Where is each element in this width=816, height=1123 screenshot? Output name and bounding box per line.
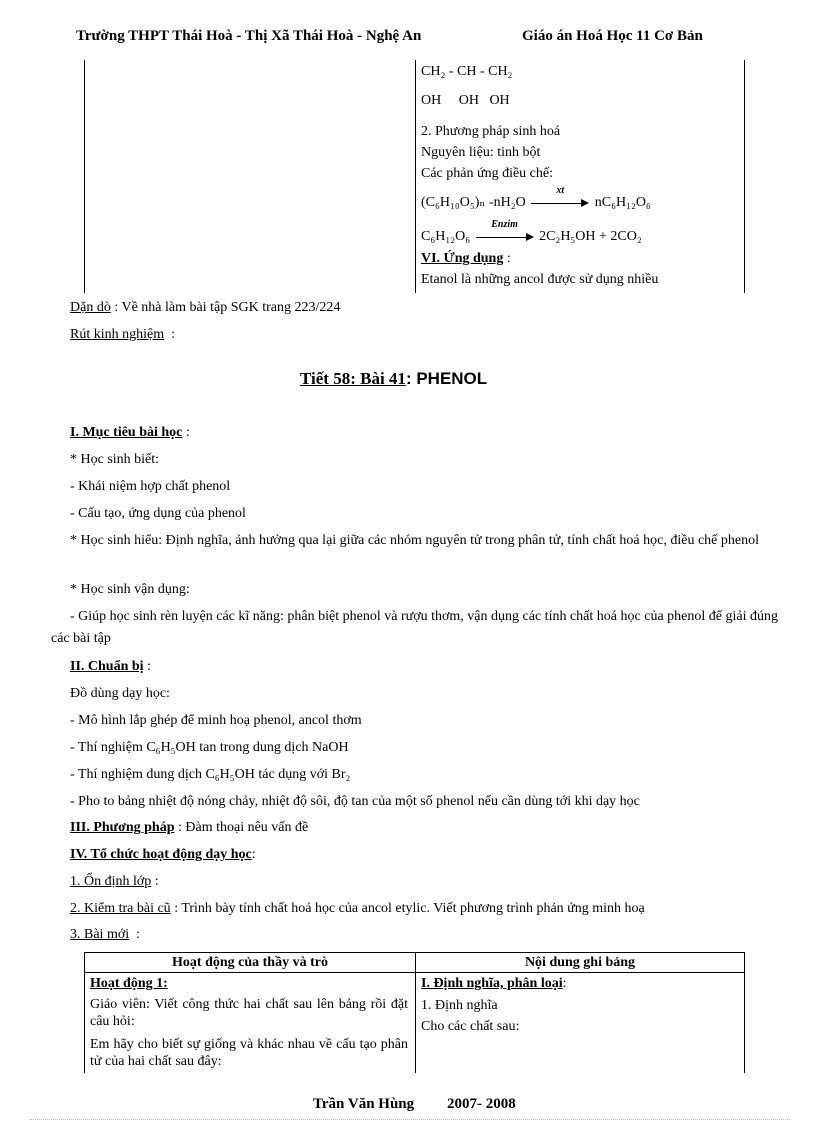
- section-3-text: : Đàm thoại nêu vấn đề: [174, 820, 309, 835]
- content-section-1-title: I. Định nghĩa, phân loại: [421, 976, 563, 991]
- lesson-table-right-border: [744, 952, 745, 1073]
- reaction-2-left: C₆H₁₂O₆: [421, 229, 471, 244]
- step-1-title: 1. Ổn định lớp: [70, 874, 152, 889]
- reaction-arrow-icon: [531, 184, 589, 209]
- table-header-teacher-activity: Hoạt động của thầy và trò: [172, 955, 328, 970]
- section-1-heading: I. Mục tiêu bài học :: [70, 425, 190, 440]
- header-school: Trường THPT Thái Hoà - Thị Xã Thái Hoà - Nghệ An: [76, 28, 422, 44]
- method-2-title: 2. Phương pháp sinh hoá: [421, 124, 561, 139]
- reaction-1-condition: xt: [556, 184, 565, 196]
- section-4-title: IV. Tổ chức hoạt động dạy học: [70, 847, 252, 862]
- header-subject: Giáo án Hoá Học 11 Cơ Bản: [522, 28, 703, 44]
- material-line: Nguyên liệu: tinh bột: [421, 145, 541, 160]
- prep-item-1: - Mô hình lắp ghép để minh hoạ phenol, ancol thơm: [70, 713, 362, 728]
- objective-know: * Học sinh biết:: [70, 452, 160, 467]
- objective-apply-1: - Giúp học sinh rèn luyện các kĩ năng: phân biệt phenol và rượu thơm, vận dụng các tính chất hoá học của phenol để giải đúng các bài tập: [51, 609, 778, 646]
- section-2-heading: II. Chuẩn bị :: [70, 659, 151, 674]
- footer-author: Trần Văn Hùng: [313, 1096, 415, 1112]
- homework-line: Dặn dò : Về nhà làm bài tập SGK trang 223/224: [70, 300, 341, 315]
- reaction-1-right: nC₆H₁₂O₆: [594, 195, 651, 210]
- experience-label: Rút kinh nghiệm: [70, 327, 165, 342]
- objective-understand: * Học sinh hiểu: Định nghĩa, ảnh hưởng qua lại giữa các nhóm nguyên tử trong phân tử, tính chất hoá học, điều chế phenol: [70, 533, 759, 548]
- glycerol-formula-top: CH₂ - CH - CH₂: [421, 64, 513, 79]
- prev-table-right-border: [744, 60, 745, 293]
- prep-item-4: - Pho to bảng nhiệt độ nóng chảy, nhiệt độ sôi, độ tan của một số phenol nếu cần dùng tới khi dạy học: [70, 794, 640, 809]
- prev-table-divider: [415, 60, 416, 293]
- section-4-heading: IV. Tổ chức hoạt động dạy học:: [70, 847, 256, 862]
- activity-1-question: Em hãy cho biết sự giống và khác nhau về cấu tạo phân tử của hai chất sau đây:: [90, 1037, 408, 1069]
- section-1-title: I. Mục tiêu bài học: [70, 425, 183, 440]
- section-3-title: III. Phương pháp: [70, 820, 175, 835]
- content-definition: 1. Định nghĩa: [421, 998, 498, 1013]
- table-header-board-content: Nội dung ghi bảng: [524, 955, 636, 970]
- lesson-title-name: : PHENOL: [405, 369, 488, 388]
- glycerol-formula-bottom: OH OH OH: [421, 93, 510, 108]
- section-6-heading: VI. Ứng dụng :: [421, 251, 511, 266]
- reactions-label: Các phản ứng điều chế:: [421, 166, 553, 181]
- step-2-text: : Trình bày tính chất hoá học của ancol etylic. Viết phương trình phản ứng minh hoạ: [170, 901, 645, 916]
- step-2-title: 2. Kiểm tra bài cũ: [70, 901, 171, 916]
- step-3-heading: 3. Bài mới :: [70, 927, 141, 942]
- footer-year: 2007- 2008: [447, 1096, 516, 1112]
- footer-divider: [30, 1119, 790, 1120]
- uses-line: Etanol là những ancol được sử dụng nhiều: [421, 272, 659, 287]
- homework-label: Dặn dò: [70, 300, 111, 315]
- activity-1-title: Hoạt động 1:: [90, 976, 168, 991]
- reaction-1-left: (C₆H₁₀O₅)ₙ -nH₂O: [421, 195, 526, 210]
- section-6-title: VI. Ứng dụng: [421, 251, 504, 266]
- reaction-2: [421, 218, 642, 245]
- reaction-arrow-icon: [476, 218, 534, 243]
- section-3-heading: [70, 820, 308, 836]
- content-given-substances: Cho các chất sau:: [421, 1019, 520, 1034]
- prep-item-3: - Thí nghiệm dung dịch C₆H₅OH tác dụng với Br₂: [70, 767, 351, 782]
- step-1-heading: 1. Ổn định lớp :: [70, 874, 159, 889]
- activity-1-teacher: Giáo viên: Viết công thức hai chất sau lên bảng rồi đặt câu hỏi:: [90, 997, 408, 1029]
- reaction-2-condition: Enzim: [491, 218, 518, 230]
- prep-item-2: - Thí nghiệm C₆H₅OH tan trong dung dịch NaOH: [70, 740, 349, 755]
- objective-know-1: - Khái niệm hợp chất phenol: [70, 479, 231, 494]
- lesson-title-number: Tiết 58: Bài 41: [300, 369, 406, 388]
- reaction-1: [421, 184, 651, 211]
- step-2-heading: [70, 901, 645, 917]
- objective-apply: * Học sinh vận dụng:: [70, 582, 190, 597]
- step-3-title: 3. Bài mới: [70, 927, 130, 942]
- prev-table-left-border: [84, 60, 85, 293]
- objective-know-2: - Cấu tạo, ứng dụng của phenol: [70, 506, 246, 521]
- section-2-title: II. Chuẩn bị: [70, 659, 144, 674]
- content-section-1-heading: I. Định nghĩa, phân loại:: [421, 976, 567, 991]
- lesson-title: [300, 369, 487, 389]
- experience-line: Rút kinh nghiệm :: [70, 327, 176, 342]
- prep-tools: Đồ dùng dạy học:: [70, 686, 170, 701]
- reaction-2-right: 2C₂H₅OH + 2CO₂: [539, 229, 642, 244]
